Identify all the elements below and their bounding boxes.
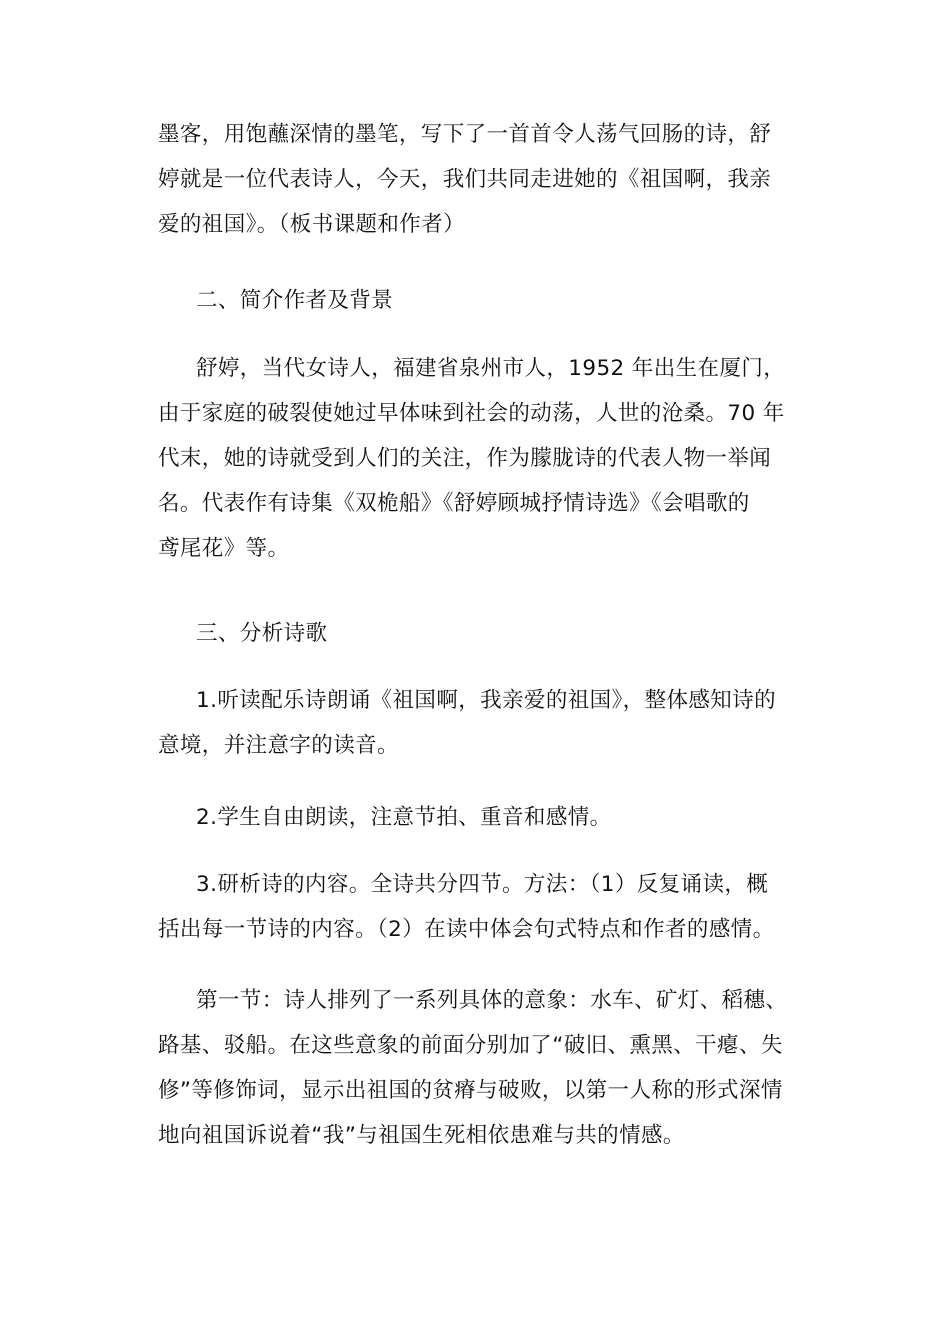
heading-2-text: 二、简介作者及背景 [196,288,394,313]
intro-line-3: 爱的祖国》。（板书课题和作者） [158,212,466,237]
bio-line-1: 舒婷，当代女诗人，福建省泉州市人，1952 年出生在厦门， [196,356,786,381]
section-1-line-3: 修”等修饰词，显示出祖国的贫瘠与破败，以第一人称的形式深情 [158,1078,783,1103]
author-bio-paragraph [158,346,798,571]
section-1-paragraph [158,978,798,1158]
section-1-line-1: 第一节：诗人排列了一系列具体的意象：水车、矿灯、稻穗、 [196,988,788,1013]
bio-line-5: 鸢尾花》等。 [158,536,290,561]
step-2-text: 2.学生自由朗读，注意节拍、重音和感情。 [196,805,612,830]
bio-line-3: 代末，她的诗就受到人们的关注，作为朦胧诗的代表人物一举闻 [158,446,772,471]
heading-3-text: 三、分析诗歌 [196,621,328,646]
step-1-line-1: 1.听读配乐诗朗诵《祖国啊，我亲爱的祖国》，整体感知诗的 [196,688,776,713]
bio-line-2: 由于家庭的破裂使她过早体味到社会的动荡，人世的沧桑。70 年 [158,401,785,426]
intro-line-1: 墨客，用饱蘸深情的墨笔，写下了一首首令人荡气回肠的诗，舒 [158,122,772,147]
section-heading-analysis [158,611,798,656]
step-3-paragraph [158,862,798,952]
intro-paragraph [158,112,798,247]
bio-line-4: 名。代表作有诗集《双桅船》《舒婷顾城抒情诗选》《会唱歌的 [158,491,750,516]
step-3-line-2: 括出每一节诗的内容。（2）在读中体会句式特点和作者的感情。 [158,917,775,942]
section-1-line-2: 路基、驳船。在这些意象的前面分别加了“破旧、熏黑、干瘪、失 [158,1033,783,1058]
section-heading-author [158,278,798,323]
step-3-line-1: 3.研析诗的内容。全诗共分四节。方法：（1）反复诵读，概 [196,872,769,897]
step-2-paragraph [158,795,798,840]
step-1-line-2: 意境，并注意字的读音。 [158,733,399,758]
intro-line-2: 婷就是一位代表诗人，今天，我们共同走进她的《祖国啊，我亲 [158,167,772,192]
step-1-paragraph [158,678,798,768]
section-1-line-4: 地向祖国诉说着“我”与祖国生死相依患难与共的情感。 [158,1123,685,1148]
